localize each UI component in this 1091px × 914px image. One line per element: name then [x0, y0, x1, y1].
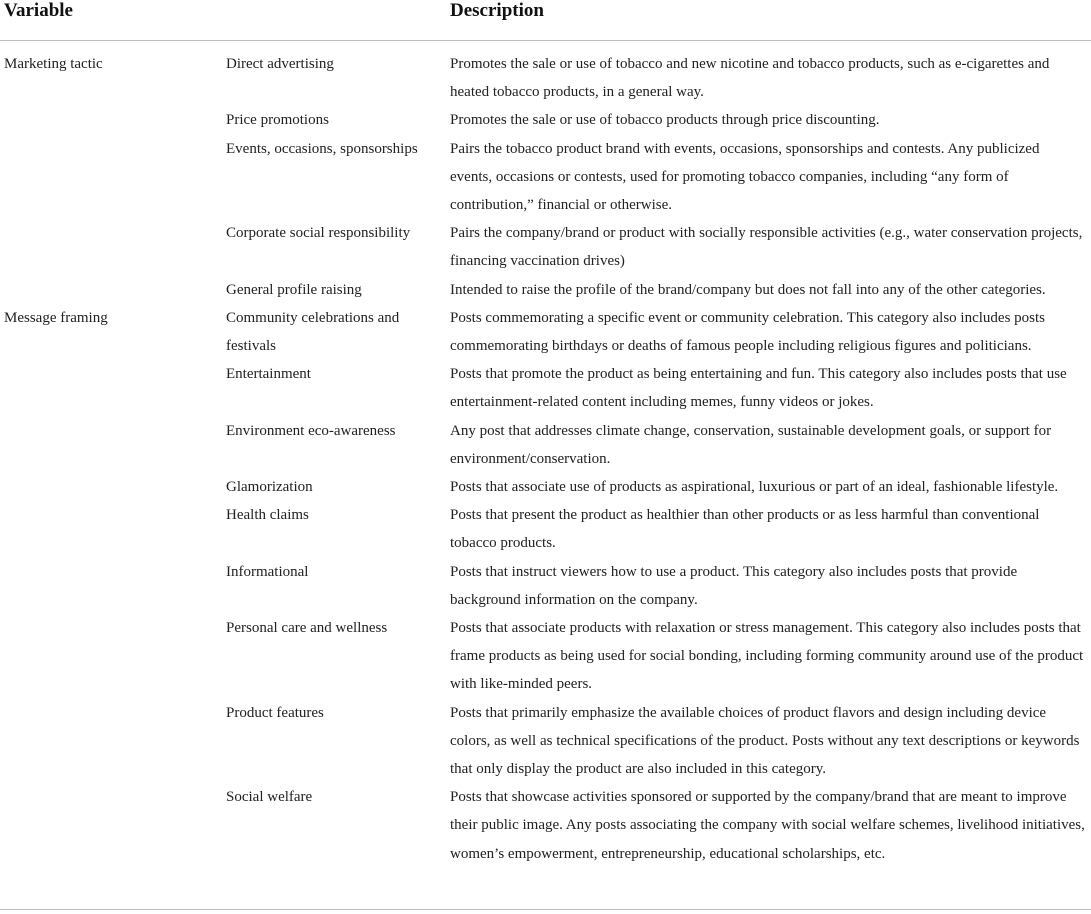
row-item: Entertainment: [226, 366, 311, 383]
row-item: Direct advertising: [226, 56, 334, 72]
header-description: Description: [450, 0, 544, 21]
row-description: Posts that associate use of products as aspirational, luxurious or part of an ideal, fashionable lifestyle.: [450, 479, 1059, 496]
row-item: Informational: [226, 563, 309, 580]
table-row: [0, 304, 1091, 360]
row-description: Pairs the company/brand or product with socially responsible activities (e.g., water conservation projects, financing vaccination drives): [450, 225, 1083, 270]
table-header: [0, 0, 1091, 41]
row-item: Glamorization: [226, 479, 313, 496]
row-item: Personal care and wellness: [226, 620, 388, 637]
row-item: Price promotions: [226, 112, 329, 129]
table-row: [0, 473, 1091, 501]
table-row: [0, 501, 1091, 557]
row-description: Posts that promote the product as being entertaining and fun. This category also includes posts that use entertainment-related content including memes, funny videos or jokes.: [450, 366, 1067, 411]
header-variable: Variable: [4, 0, 73, 21]
row-description: Promotes the sale or use of tobacco products through price discounting.: [450, 112, 880, 129]
row-description: Posts that primarily emphasize the available choices of product flavors and design including device colors, as well as technical specifications of the product. Posts without any text descriptions or keywords that only display the product are also included in this category.: [450, 704, 1080, 778]
table-body: [0, 50, 1091, 868]
row-description: Posts that present the product as healthier than other products or as less harmful than conventional tobacco products.: [450, 507, 1040, 552]
table-row: [0, 50, 1091, 106]
row-description: Posts commemorating a specific event or community celebration. This category also includes posts commemorating birthdays or deaths of famous people including religious figures and politicians.: [450, 309, 1045, 355]
row-group: Marketing tactic: [4, 56, 103, 72]
row-item: Social welfare: [226, 789, 313, 806]
row-description: Posts that instruct viewers how to use a product. This category also includes posts that provide background information on the company.: [450, 563, 1018, 608]
table-row: [0, 558, 1091, 614]
row-item: Environment eco-awareness: [226, 422, 396, 439]
row-item: Community celebrations and festivals: [226, 309, 400, 355]
table-row: [0, 106, 1091, 134]
table-row: [0, 417, 1091, 473]
table-row: [0, 276, 1091, 304]
row-item: Events, occasions, sponsorships: [226, 140, 418, 157]
row-item: Product features: [226, 704, 324, 721]
bottom-rule: [0, 909, 1091, 910]
row-description: Posts that associate products with relaxation or stress management. This category also includes posts that frame products as being used for social bonding, including forming community around use of the product with like-minded peers.: [450, 620, 1084, 693]
row-item: Health claims: [226, 507, 309, 524]
table-row: [0, 614, 1091, 699]
row-description: Posts that showcase activities sponsored or supported by the company/brand that are meant to improve their public image. Any posts associating the company with social welfare schemes, livelihood initiatives, women’s empowerment, entrepreneurship, educational scholarships, etc.: [450, 789, 1085, 862]
row-item: Corporate social responsibility: [226, 225, 411, 242]
table-row: [0, 360, 1091, 416]
table-row: [0, 219, 1091, 275]
row-description: Any post that addresses climate change, conservation, sustainable development goals, or support for environment/conservation.: [450, 422, 1052, 467]
row-description: Pairs the tobacco product brand with events, occasions, sponsorships and contests. Any publicized events, occasions or contests, used for promoting tobacco companies, including “any form of contribution,” financial or otherwise.: [450, 140, 1040, 214]
row-group: Message framing: [4, 309, 108, 326]
table-row: [0, 699, 1091, 784]
row-description: Intended to raise the profile of the brand/company but does not fall into any of the other categories.: [450, 281, 1046, 298]
row-item: General profile raising: [226, 281, 362, 298]
table-row: [0, 783, 1091, 868]
row-description: Promotes the sale or use of tobacco and new nicotine and tobacco products, such as e-cigarettes and heated tobacco products, in a general way.: [450, 56, 1050, 101]
table-row: [0, 135, 1091, 220]
